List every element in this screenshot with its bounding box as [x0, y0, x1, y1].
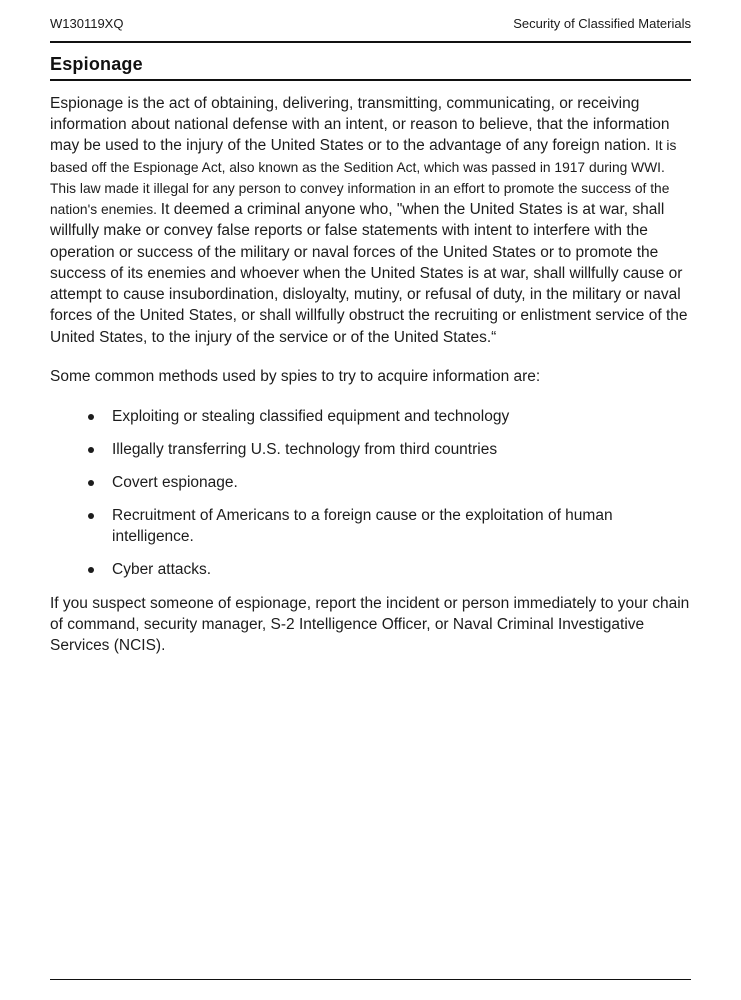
methods-intro: Some common methods used by spies to try to acquire information are: [50, 367, 541, 385]
methods-bullet-list [88, 407, 691, 580]
document-code: W130119XQ [50, 16, 124, 31]
intro-segment-3: It deemed a criminal anyone who, "when the United States is at war, shall willfully make or convey false reports or false statements with intent to interfere with the operation or success of the military or naval forces of the United States or to promote the success of its enemies and whoever when the United States is at war, shall willfully cause or attempt to cause insubordination, disloyalty, mutiny, or refusal of duty, in the military or naval forces of the United States, or shall willfully obstruct the recruiting or enlistment service of the United States, to the injury of the service or of the United States.“ [50, 201, 688, 346]
document-header [50, 14, 691, 31]
list-item: Covert espionage. [88, 473, 691, 493]
intro-segment-1: Espionage is the act of obtaining, delivering, transmitting, communicating, or receiving information about national defense with an intent, or reason to believe, that the information may be used to the injury of the United States or to the advantage of any foreign nation. [50, 95, 670, 155]
closing-paragraph: If you suspect someone of espionage, report the incident or person immediately to your chain of command, security manager, S-2 Intelligence Officer, or Naval Criminal Investigative Services (NCIS). [50, 594, 690, 655]
list-item: Exploiting or stealing classified equipment and technology [88, 407, 691, 427]
list-item: Illegally transferring U.S. technology from third countries [88, 440, 691, 460]
section-heading: Espionage [50, 54, 143, 74]
document-title: Security of Classified Materials [513, 16, 691, 31]
intro-segment-2: It is based off the Espionage Act, also known as the Sedition Act, which was passed in 1917 during WWI. This law made it illegal for any person to convey information in an effort to promote the success of the nation's enemies. [50, 138, 677, 218]
intro-paragraph [50, 93, 691, 348]
footer-divider [50, 979, 691, 980]
list-item: Recruitment of Americans to a foreign cause or the exploitation of human intelligence. [88, 506, 691, 546]
list-item: Cyber attacks. [88, 560, 691, 580]
heading-divider [50, 79, 691, 81]
header-divider [50, 41, 691, 43]
